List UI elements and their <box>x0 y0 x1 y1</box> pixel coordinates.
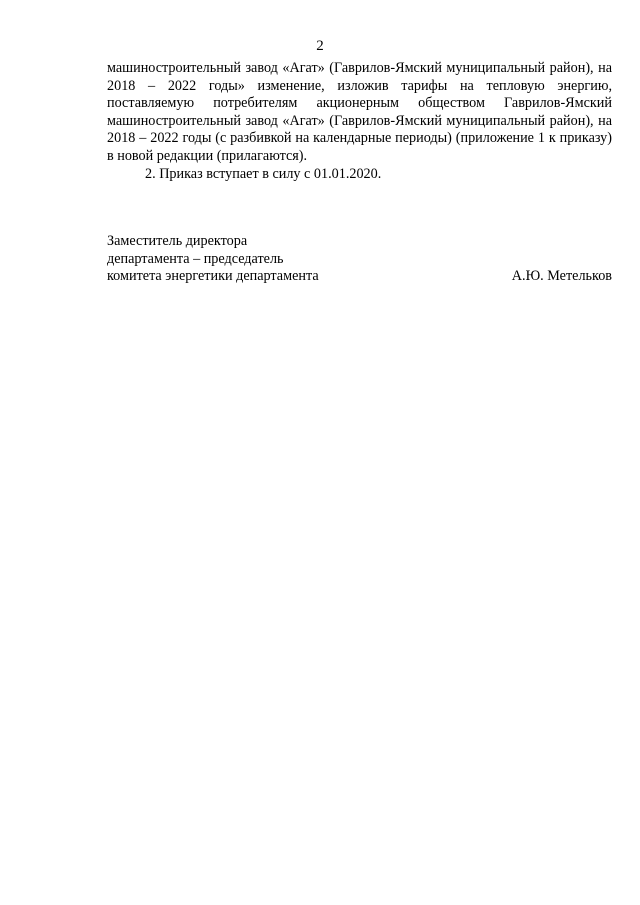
page-number: 2 <box>316 38 324 54</box>
paragraph-effective-date: 2. Приказ вступает в силу с 01.01.2020. <box>145 165 382 182</box>
paragraph-continuation: машиностроительный завод «Агат» (Гаврилов-Ямский муниципальный район), на 2018 – 2022 годы» изменение, изложив тарифы на тепловую энергию, поставляемую потребителям акционерным обществом Гаврилов-Ямский машиностроительный завод «Агат» (Гаврилов-Ямский муниципальный район), на 2018 – 2022 годы (с разбивкой на календарные периоды) (приложение 1 к приказу) в новой редакции (прилагаются). <box>107 60 612 164</box>
signatory-title-line-2: департамента – председатель <box>107 250 284 267</box>
signatory-row <box>107 268 612 286</box>
signatory-title-line-3: комитета энергетики департамента <box>107 268 319 285</box>
signatory-name: А.Ю. Метельков <box>511 268 612 285</box>
signature-block <box>107 233 612 286</box>
document-body <box>107 60 612 183</box>
signatory-title-line-1: Заместитель директора <box>107 233 248 249</box>
